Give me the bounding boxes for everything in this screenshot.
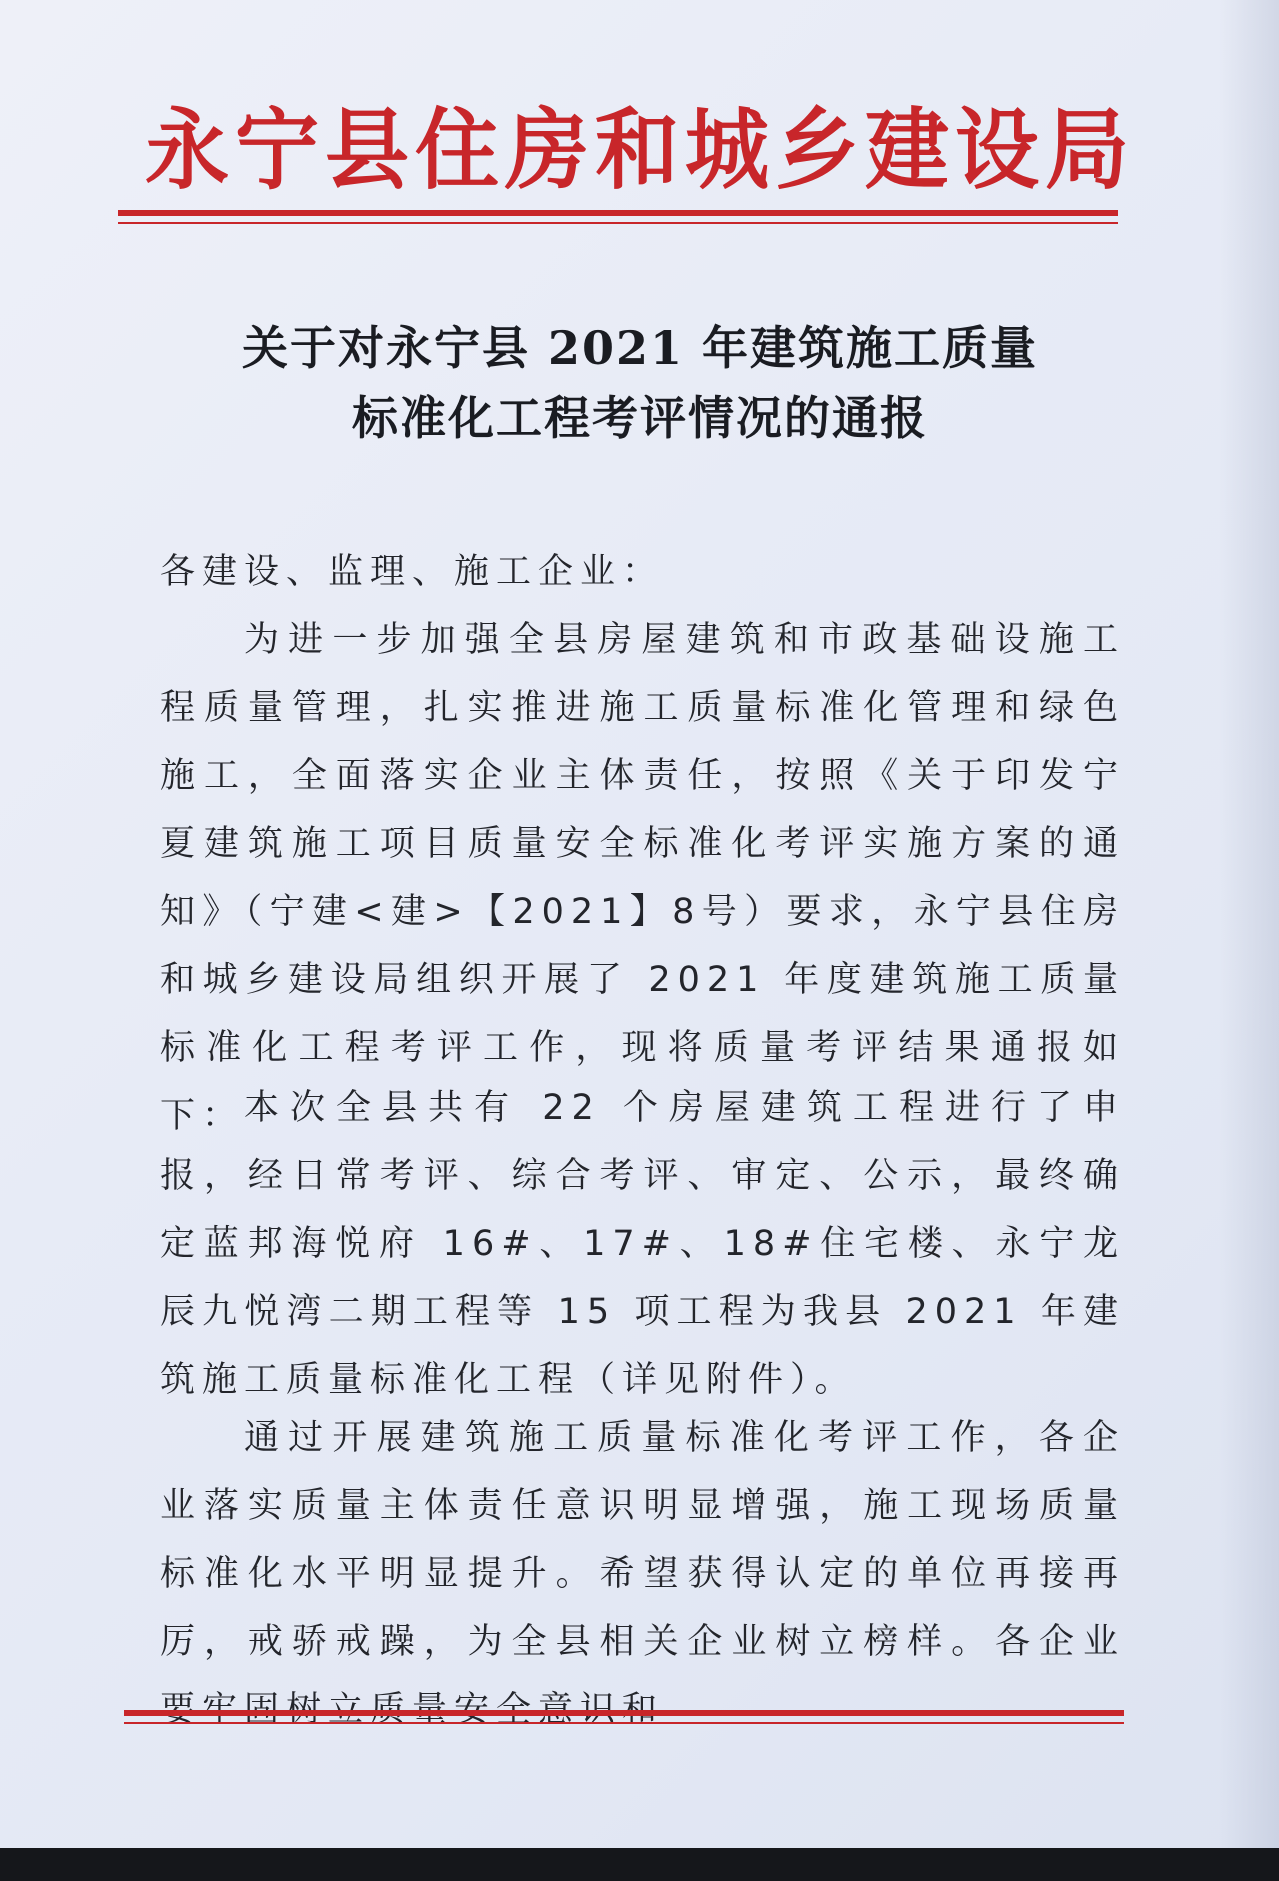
paragraph-1: 为进一步加强全县房屋建筑和市政基础设施工程质量管理，扎实推进施工质量标准化管理和绿色施工，全面落实企业主体责任，按照《关于印发宁夏建筑施工项目质量安全标准化考评实施方案的通知》（宁建<建>【2021】8号）要求，永宁县住房和城乡建设局组织开展了 2021 年度建筑施工质量标准化工程考评工作，现将质量考评结果通报如下： <box>160 620 1125 1136</box>
document-title-line-2: 标准化工程考评情况的通报 <box>352 391 928 445</box>
letterhead-title: 永宁县住房和城乡建设局 <box>144 98 1135 202</box>
salutation: 各建设、监理、施工企业： <box>160 552 665 592</box>
paragraph-3: 通过开展建筑施工质量标准化考评工作，各企业落实质量主体责任意识明显增强，施工现场质量标准化水平明显提升。希望获得认定的单位再接再厉，戒骄戒躁，为全县相关企业树立榜样。各企业 <box>160 1418 1125 1662</box>
paragraph-2: 本次全县共有 22 个房屋建筑工程进行了申报，经日常考评、综合考评、审定、公示，最终确定蓝邦海悦府 16#、17#、18#住宅楼、永宁龙辰九悦湾二期工程等 15 项工程为我县 2021 年建筑施工质量标准化工程（详见附件）。 <box>160 1088 1125 1400</box>
background-surface <box>0 1848 1279 1881</box>
footer-rule-thin <box>124 1722 1124 1724</box>
letterhead-rule-thin <box>118 222 1118 224</box>
letterhead-rule-thick <box>118 210 1118 216</box>
document-title-line-1: 关于对永宁县 2021 年建筑施工质量 <box>241 321 1039 375</box>
footer-rule-thick <box>124 1710 1124 1716</box>
page-shadow <box>1219 0 1279 1848</box>
